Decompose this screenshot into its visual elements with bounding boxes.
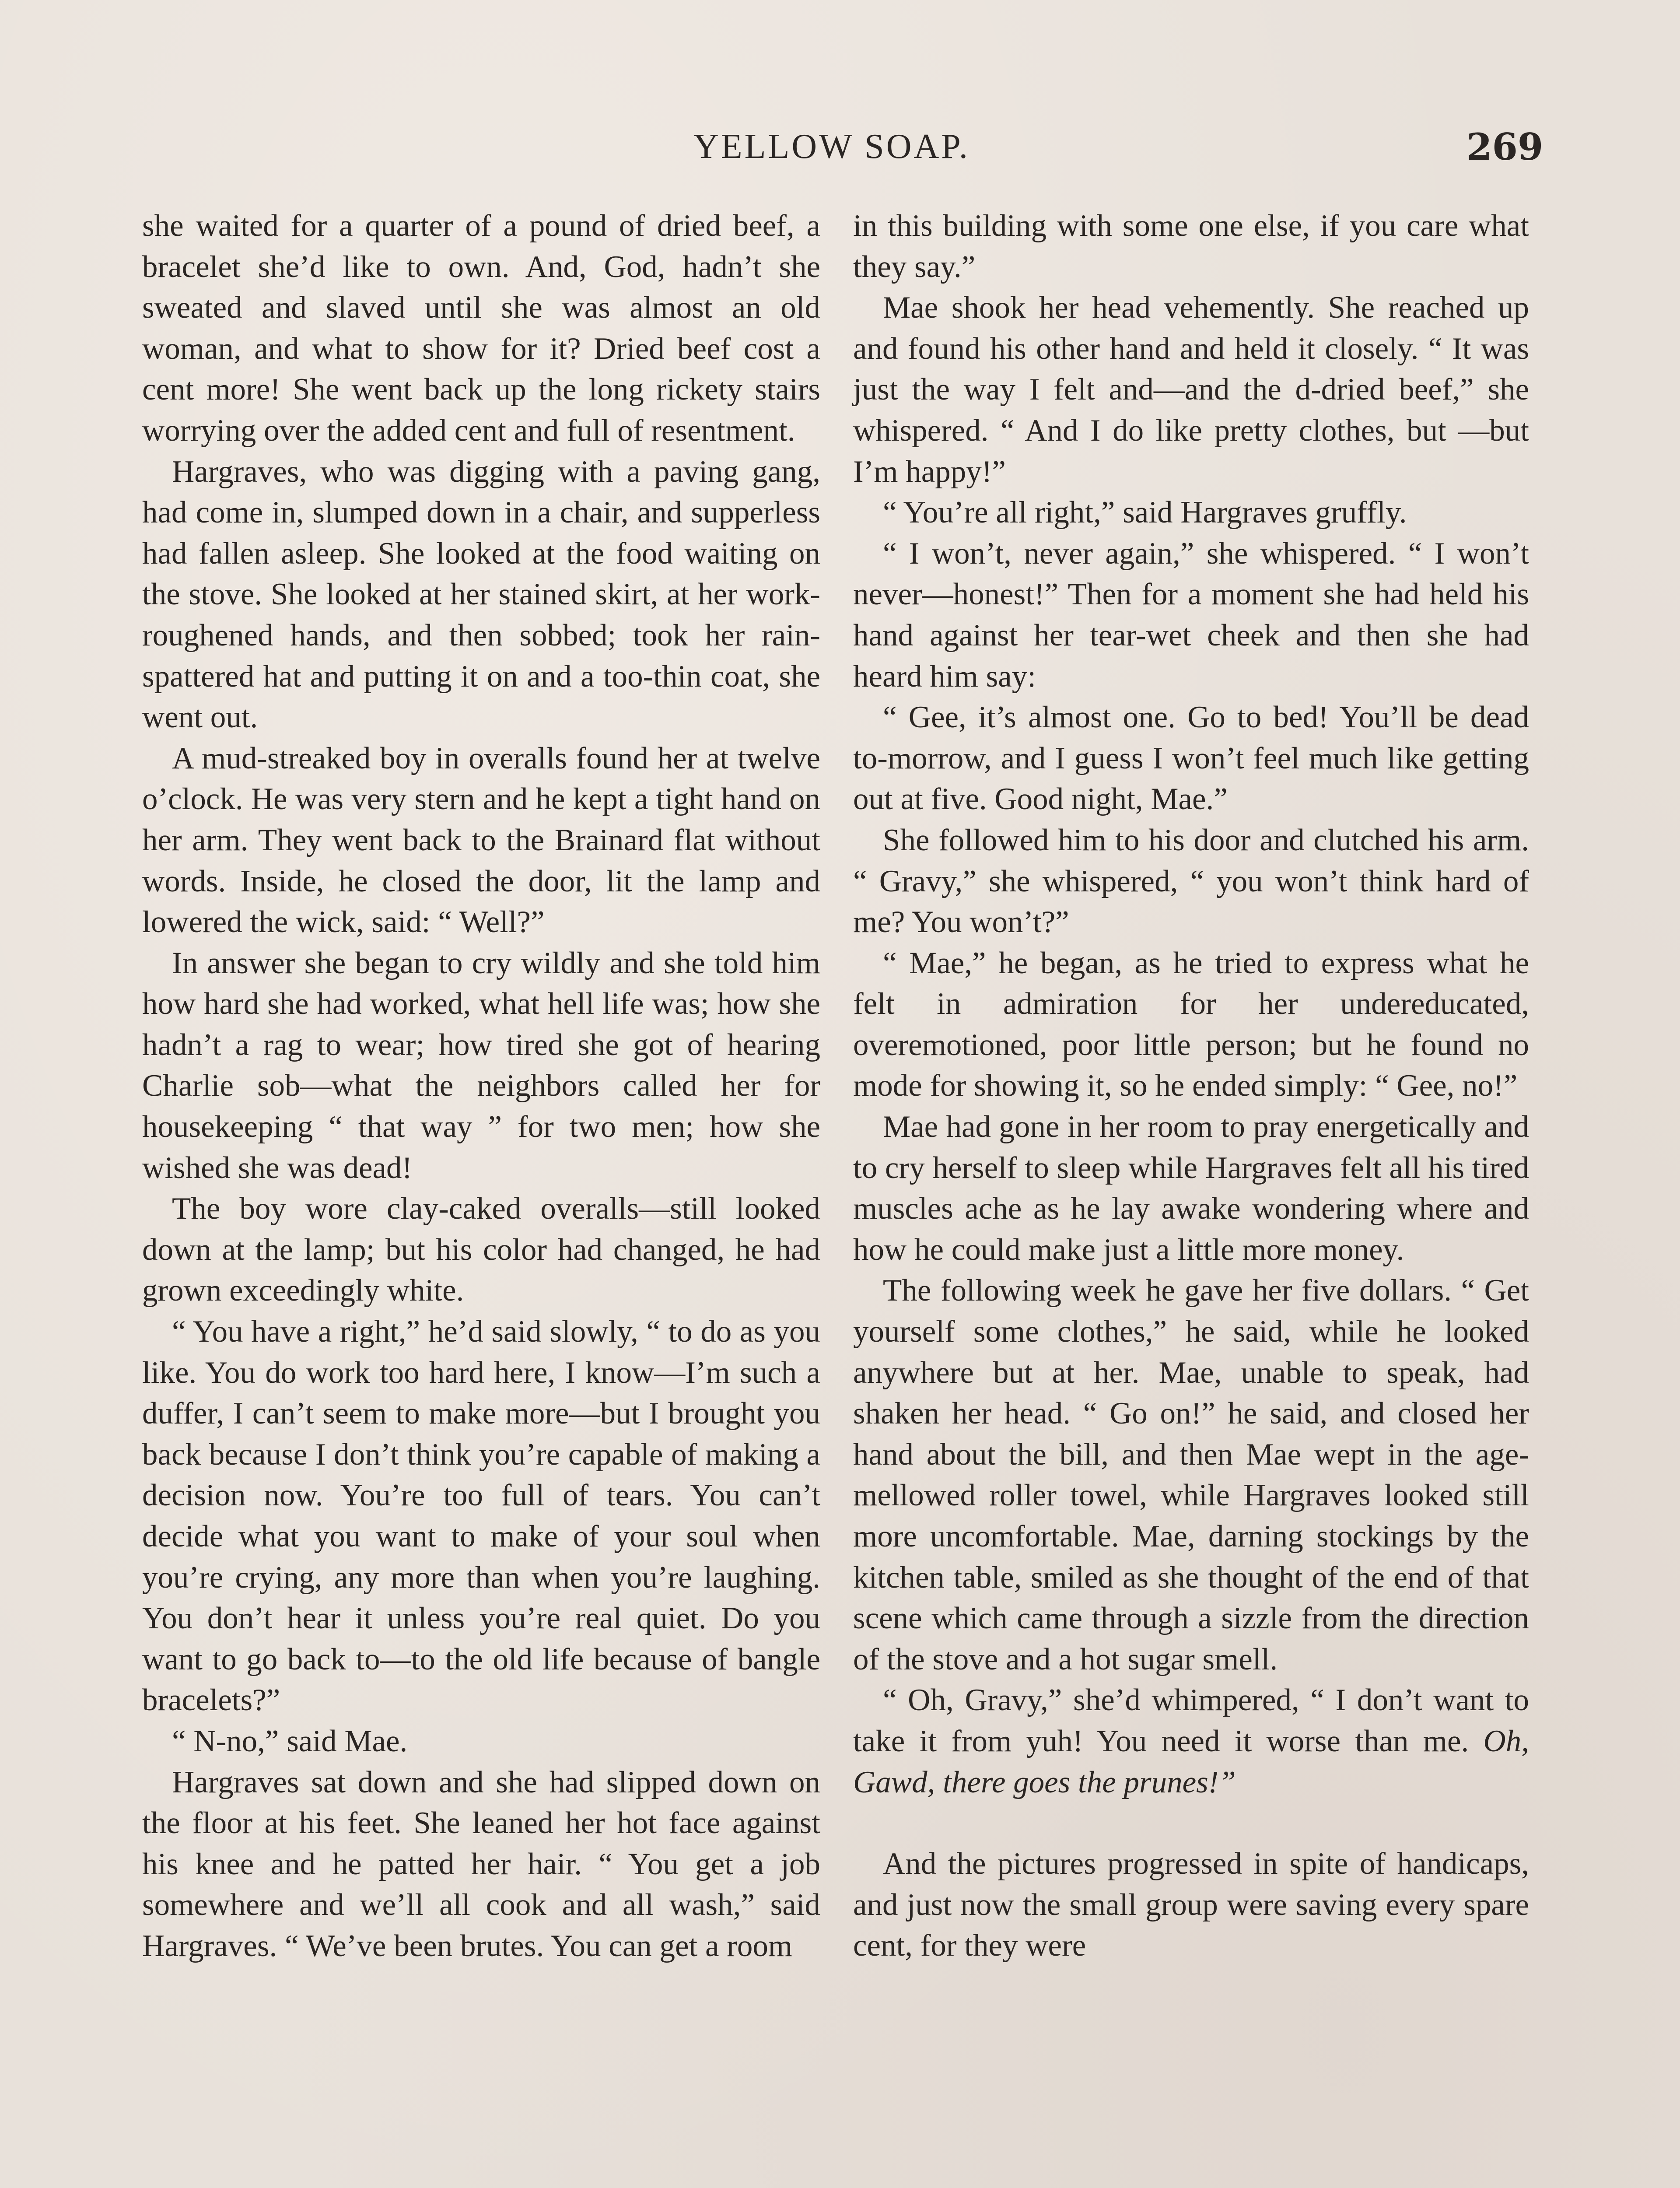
paragraph: “ Gee, it’s almost one. Go to bed! You’ll be dead to-morrow, and I guess I won’t feel much like getting out at five. Good night, Mae.” (853, 700, 1529, 817)
italic-text: Oh, Gawd, there goes the prunes!” (853, 1724, 1529, 1799)
running-title: YELLOW SOAP. (693, 127, 970, 166)
paragraph-prunes (853, 1680, 1529, 1803)
paragraph: Mae had gone in her room to pray energetically and to cry herself to sleep while Hargraves felt all his tired muscles ache as he lay awake wondering where and how he could make just a little more money. (853, 1110, 1529, 1267)
left-column (142, 206, 820, 1967)
paragraph: And the pictures progressed in spite of handicaps, and just now the small group were saving every spare cent, for they were (853, 1847, 1529, 1963)
right-column (853, 206, 1529, 1967)
paragraph: The following week he gave her five dollars. “ Get yourself some clothes,” he said, while he looked anywhere but at her. Mae, unable to speak, had shaken her head. “ Go on!” he said, and closed her hand about the bill, and then Mae wept in the age-mellowed roller towel, while Hargraves looked still more uncomfortable. Mae, darning stockings by the kitchen table, smiled as she thought of the end of that scene which came through a sizzle from the direction of the stove and a hot sugar smell. (853, 1273, 1529, 1676)
page-header (0, 127, 1680, 179)
paragraph: Mae shook her head vehemently. She reached up and found his other hand and held it closely. “ It was just the way I felt and—and the d-dried beef,” she whispered. “ And I do like pretty clothes, but —but I’m happy!” (853, 291, 1529, 489)
paragraph: “ You have a right,” he’d said slowly, “ to do as you like. You do work too hard here, I know—I’m such a duffer, I can’t seem to make more—but I brought you back because I don’t think you’re capable of making a decision now. You’re too full of tears. You can’t decide what you want to make of your soul when you’re crying, any more than when you’re laughing. You don’t hear it unless you’re real quiet. Do you want to go back to—to the old life because of bangle bracelets?” (142, 1315, 820, 1718)
paragraph: “ Mae,” he began, as he tried to express what he felt in admiration for her undereducated, overemotioned, poor little person; but he found no mode for showing it, so he ended simply: “ Gee, no!” (853, 946, 1529, 1103)
paragraph: A mud-streaked boy in overalls found her at twelve o’clock. He was very stern and he kept a tight hand on her arm. They went back to the Brainard flat without words. Inside, he closed the door, lit the lamp and lowered the wick, said: “ Well?” (142, 741, 820, 940)
paragraph: “ I won’t, never again,” she whispered. “ I won’t never—honest!” Then for a moment she had held his hand against her tear-wet cheek and then she had heard him say: (853, 536, 1529, 694)
paragraph-text: “ Oh, Gravy,” she’d whimpered, “ I don’t want to take it from yuh! You need it worse than me. (853, 1683, 1529, 1758)
paragraph: she waited for a quarter of a pound of dried beef, a bracelet she’d like to own. And, God, hadn’t she sweated and slaved until she was almost an old woman, and what to show for it? Dried beef cost a cent more! She went back up the long rickety stairs worrying over the added cent and full of resentment. (142, 209, 820, 448)
paragraph: Hargraves, who was digging with a paving gang, had come in, slumped down in a chair, and supperless had fallen asleep. She looked at the food waiting on the stove. She looked at her stained skirt, at her work-roughened hands, and then sobbed; took her rain-spattered hat and putting it on and a too-thin coat, she went out. (142, 454, 820, 735)
paragraph: in this building with some one else, if you care what they say.” (853, 209, 1529, 284)
paragraph: In answer she began to cry wildly and she told him how hard she had worked, what hell life was; how she hadn’t a rag to wear; how tired she got of hearing Charlie sob—what the neighbors called her for housekeeping “ that way ” for two men; how she wished she was dead! (142, 946, 820, 1185)
paragraph: The boy wore clay-caked overalls—still looked down at the lamp; but his color had changed, he had grown exceedingly white. (142, 1192, 820, 1308)
paragraph: Hargraves sat down and she had slipped down on the floor at his feet. She leaned her hot face against his knee and he patted her hair. “ You get a job somewhere and we’ll all cook and all wash,” said Hargraves. “ We’ve been brutes. You can get a room (142, 1765, 820, 1963)
paragraph: “ N-no,” said Mae. (172, 1724, 408, 1758)
paragraph: She followed him to his door and clutched his arm. “ Gravy,” she whispered, “ you won’t think hard of me? You won’t?” (853, 823, 1529, 940)
paragraph: “ You’re all right,” said Hargraves gruffly. (883, 495, 1407, 530)
page-number: 269 (1466, 125, 1544, 168)
